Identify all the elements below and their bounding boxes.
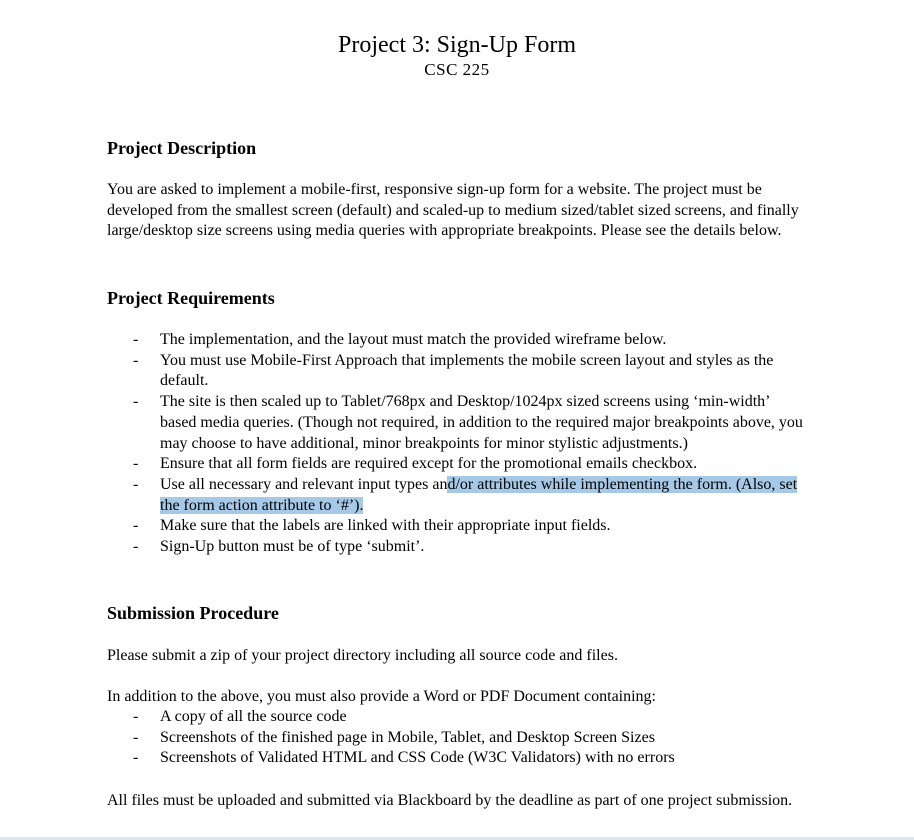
requirement-item-highlighted: - Use all necessary and relevant input types and/or attributes while implementing the form. (Also, set the form action attribute to ‘#’). [133,475,798,514]
project-description-heading: Project Description [107,138,257,158]
submission-para-document: In addition to the above, you must also provide a Word or PDF Document containing: [107,688,656,705]
requirement-item: - Sign-Up button must be of type ‘submit’. [107,537,807,558]
course-code: CSC 225 [424,60,490,79]
requirements-list [107,330,807,558]
requirement-item: - Make sure that the labels are linked with their appropriate input fields. [107,516,807,537]
bullet-dash: - [133,331,139,348]
bullet-dash: - [133,708,139,725]
submission-para-deadline: All files must be uploaded and submitted via Blackboard by the deadline as part of one project submission. [107,792,793,809]
requirement-item: - You must use Mobile-First Approach that implements the mobile screen layout and styles as the default. [133,351,774,390]
bullet-dash: - [133,475,139,493]
project-description-text: You are asked to implement a mobile-first, responsive sign-up form for a website. The project must be developed from the smallest screen (default) and scaled-up to medium sized/tablet sized screens, and finally large/desktop size screens using media queries with appropriate breakpoints. Please see the details below. [107,181,799,240]
project-requirements-heading: Project Requirements [107,288,275,308]
requirement-item: - The implementation, and the layout must match the provided wireframe below. [107,330,807,351]
requirement-item: - The site is then scaled up to Tablet/768px and Desktop/1024px sized screens using ‘min-width’ based media queries. (Though not required, in addition to the required major breakpoints above, you may choose to have additional, minor breakpoints for minor stylistic adjustments.) [133,393,803,452]
submission-procedure-heading: Submission Procedure [107,603,279,623]
bullet-dash: - [133,728,139,746]
bullet-dash: - [133,393,139,411]
bullet-dash: - [133,749,139,767]
bullet-dash: - [133,538,139,556]
bullet-dash: - [133,455,139,473]
submission-item: - Screenshots of Validated HTML and CSS Code (W3C Validators) with no errors [107,748,807,769]
text-selection-highlight[interactable]: d/or attributes while implementing the form. (Also, set the form action attribute to ‘#’). [160,475,798,514]
submission-list [107,707,807,769]
requirement-item: - Ensure that all form fields are required except for the promotional emails checkbox. [107,454,807,475]
bullet-dash: - [133,351,139,369]
submission-item: - A copy of all the source code [107,707,807,728]
submission-para-zip: Please submit a zip of your project directory including all source code and files. [107,647,618,664]
submission-item: - Screenshots of the finished page in Mobile, Tablet, and Desktop Screen Sizes [107,728,807,749]
bullet-dash: - [133,517,139,535]
document-title: Project 3: Sign-Up Form [338,32,576,58]
